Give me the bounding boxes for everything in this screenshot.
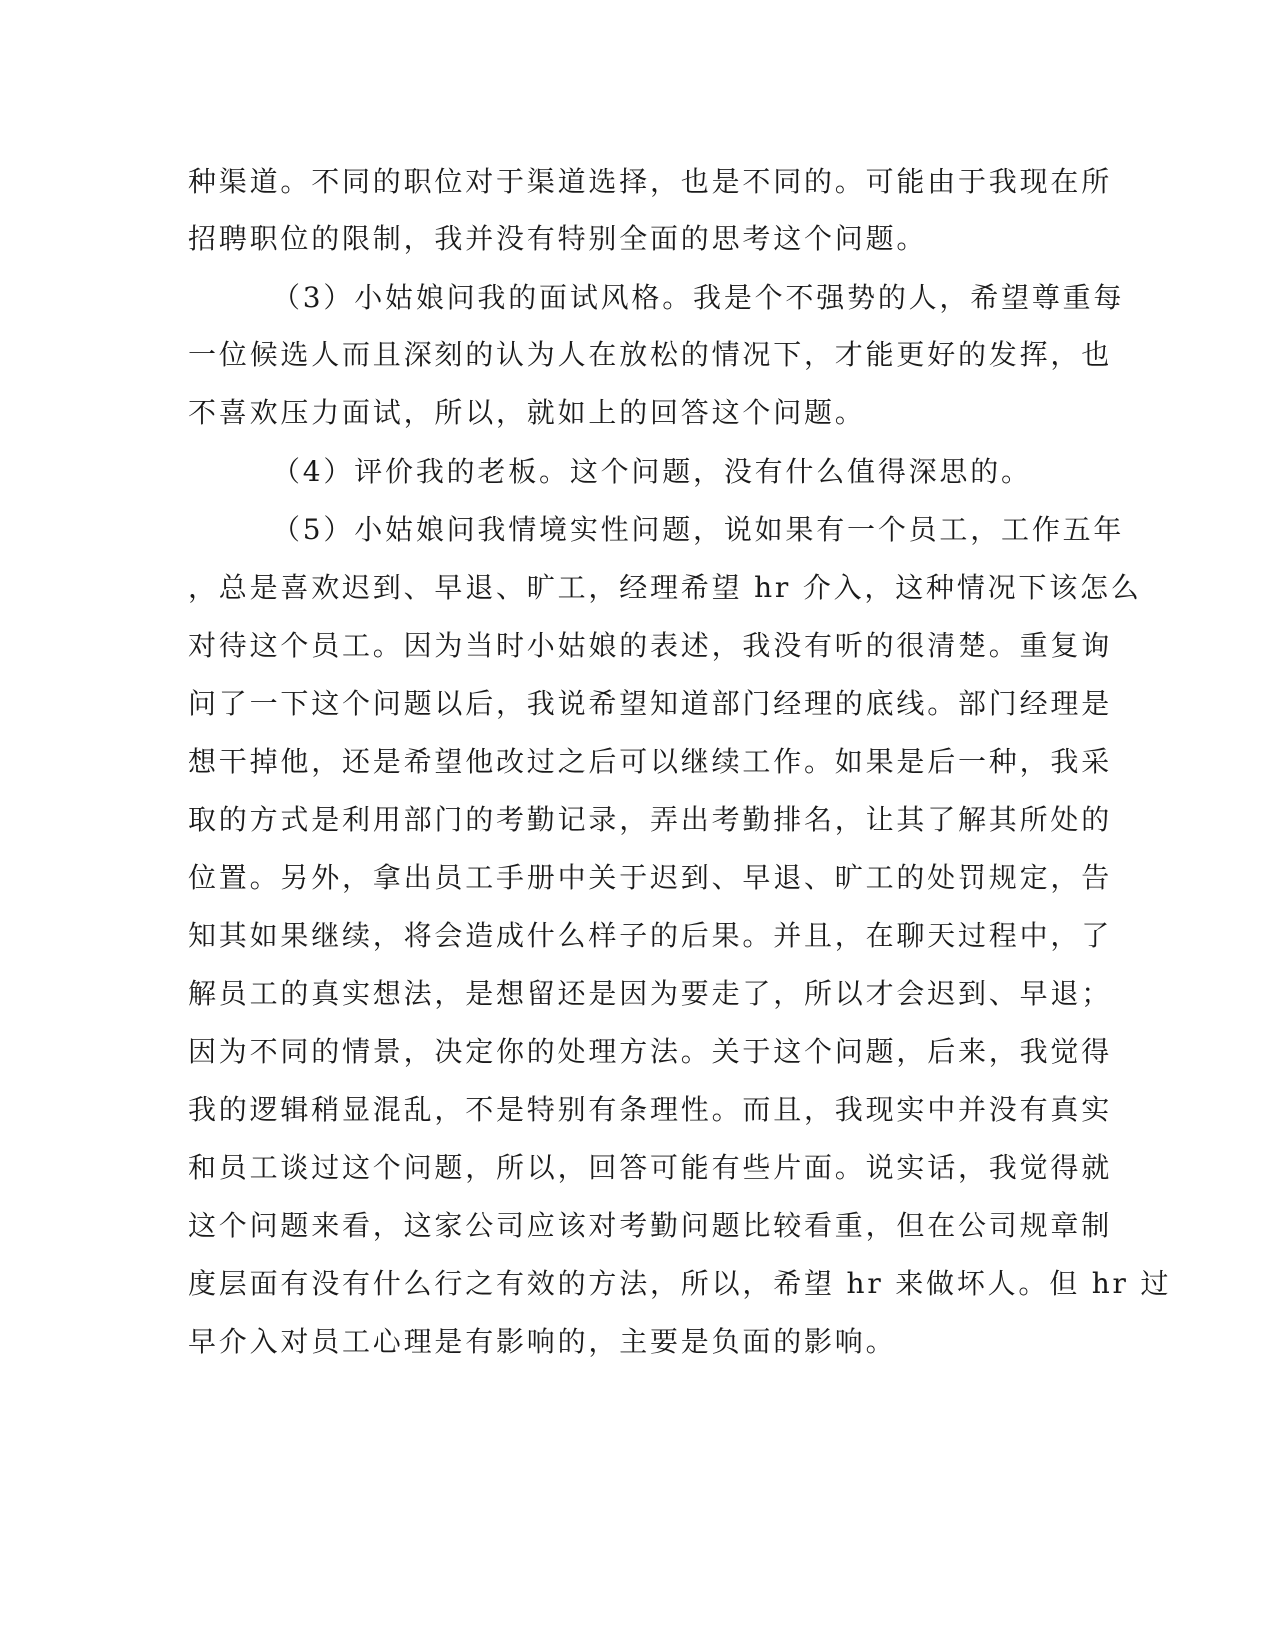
text-line: 想干掉他，还是希望他改过之后可以继续工作。如果是后一种，我采 [188, 745, 1113, 778]
text-line: ，总是喜欢迟到、早退、旷工，经理希望 hr 介入，这种情况下该怎么 [188, 571, 1142, 604]
text-line: 我的逻辑稍显混乱，不是特别有条理性。而且，我现实中并没有真实 [188, 1093, 1113, 1126]
text-line: 度层面有没有什么行之有效的方法，所以，希望 hr 来做坏人。但 hr 过 [188, 1267, 1172, 1300]
text-line: 位置。另外，拿出员工手册中关于迟到、早退、旷工的处罚规定，告 [188, 861, 1113, 894]
text-line: 种渠道。不同的职位对于渠道选择，也是不同的。可能由于我现在所 [188, 165, 1113, 198]
text-line: 知其如果继续，将会造成什么样子的后果。并且，在聊天过程中，了 [188, 919, 1113, 952]
text-line: 不喜欢压力面试，所以，就如上的回答这个问题。 [188, 396, 866, 429]
text-line: 解员工的真实想法，是想留还是因为要走了，所以才会迟到、早退； [188, 977, 1113, 1010]
text-line: 这个问题来看，这家公司应该对考勤问题比较看重，但在公司规章制 [188, 1209, 1113, 1242]
paragraph-4-start: （4）评价我的老板。这个问题，没有什么值得深思的。 [272, 455, 1032, 488]
text-line: 和员工谈过这个问题，所以，回答可能有些片面。说实话，我觉得就 [188, 1151, 1113, 1184]
text-line: 早介入对员工心理是有影响的，主要是负面的影响。 [188, 1325, 897, 1358]
paragraph-3-start: （3）小姑娘问我的面试风格。我是个不强势的人，希望尊重每 [272, 281, 1125, 314]
paragraph-5-start: （5）小姑娘问我情境实性问题，说如果有一个员工，工作五年 [272, 513, 1125, 546]
text-line: 取的方式是利用部门的考勤记录，弄出考勤排名，让其了解其所处的 [188, 803, 1113, 836]
text-line: 因为不同的情景，决定你的处理方法。关于这个问题，后来，我觉得 [188, 1035, 1113, 1068]
text-line: 招聘职位的限制，我并没有特别全面的思考这个问题。 [188, 222, 928, 255]
text-line: 问了一下这个问题以后，我说希望知道部门经理的底线。部门经理是 [188, 687, 1113, 720]
text-line: 一位候选人而且深刻的认为人在放松的情况下，才能更好的发挥，也 [188, 338, 1113, 371]
text-line: 对待这个员工。因为当时小姑娘的表述，我没有听的很清楚。重复询 [188, 629, 1113, 662]
